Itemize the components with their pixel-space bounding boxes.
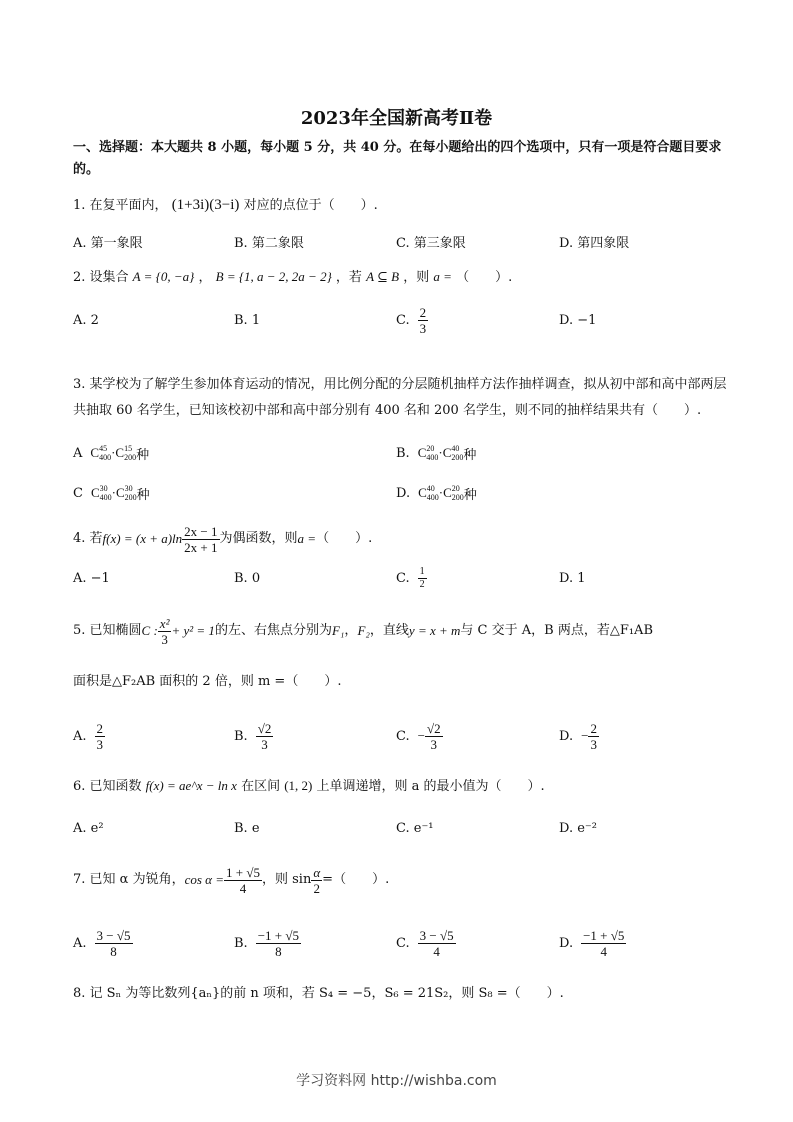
option-b: B. $\frac{-1 + √5}{8}$	[234, 927, 299, 959]
question-3: 3. 某学校为了解学生参加体育运动的情况，用比例分配的分层随机抽样方法作抽样调查，拟从初中部和高中部两层共抽取 60 名学生，已知该校初中部和高中部分别有 400 名和 200 名学生，则不同的抽样结果共有（ ）.	[73, 377, 727, 418]
question-2: 2. 设集合 A = {0, −a} ， B = {1, a − 2, 2a − 2} ，若 A ⊆ B ，则 a = （ ）.	[73, 269, 513, 285]
math-expression: (1+3i)(3−i)	[171, 197, 240, 213]
question-3-options-row1	[73, 438, 733, 468]
option-a: A. 2	[73, 312, 99, 328]
page-title: 2023年全国新高考Ⅱ卷	[300, 108, 493, 129]
option-d: D. − $\frac{2}{3}$	[559, 720, 597, 752]
question-1-options	[73, 226, 733, 256]
option-c: C C 30 400 ·C 30 200 种	[73, 484, 150, 503]
question-7: 7. 已知 α 为锐角， cos α = $\frac{1 + √5}{4}$ ，则 sin $\frac{\alpha}{2}$ =（ ）.	[73, 864, 390, 896]
option-d: D. e⁻²	[559, 820, 597, 836]
option-b: B. 第二象限	[234, 235, 304, 251]
option-c: C. $\frac{3 - √5}{4}$	[396, 927, 454, 959]
option-a: A. $\frac{2}{3}$	[73, 720, 104, 752]
question-7-options	[73, 922, 733, 964]
question-6-options	[73, 813, 733, 843]
question-5-options	[73, 717, 733, 755]
option-a: A C 45 400 ·C 15 200 种	[73, 444, 150, 463]
page-footer: 学习资料网 http://wishba.com	[296, 1073, 497, 1089]
question-2-options	[73, 303, 733, 337]
option-b: B. C 20 400 ·C 40 200 种	[396, 444, 477, 463]
option-b: B. 0	[234, 570, 261, 586]
question-4: 4. 若 f(x) = (x + a)ln $\frac{2x - 1}{2x + 1}$ 为偶函数，则 a = （ ）.	[73, 523, 373, 555]
question-1: 1. 在复平面内， (1+3i)(3−i) 对应的点位于（ ）.	[73, 197, 378, 213]
option-b: B. e	[234, 820, 260, 836]
option-d: D. $\frac{-1 + √5}{4}$	[559, 927, 625, 959]
option-a: A. 第一象限	[73, 235, 143, 251]
option-c: C. 第三象限	[396, 235, 466, 251]
option-d: D. C 40 400 ·C 20 200 种	[396, 484, 477, 503]
question-5-line2: 面积是△F₂AB 面积的 2 倍，则 m =（ ）.	[73, 674, 342, 689]
section-heading: 一、选择题：本大题共 8 小题，每小题 5 分，共 40 分。在每小题给出的四个选项中，只有一项是符合题目要求的。	[73, 140, 722, 177]
option-c: C. e⁻¹	[396, 820, 434, 836]
option-b: B. 1	[234, 312, 261, 328]
question-8: 8. 记 Sₙ 为等比数列{aₙ}的前 n 项和，若 S₄ = −5，S₆ = 21S₂，则 S₈ =（ ）.	[73, 986, 564, 1001]
option-c: C. − $\frac{√2}{3}$	[396, 720, 441, 752]
option-c: C. $\frac{2}{3}$	[396, 304, 427, 336]
option-c: C. $\frac{1}{2}$	[396, 565, 425, 590]
option-a: A. e²	[73, 820, 104, 836]
question-4-options	[73, 563, 733, 593]
option-a: A. −1	[73, 570, 110, 586]
question-3-options-row2	[73, 478, 733, 508]
question-5: 5. 已知椭圆 C : $\frac{\text{x²}}{3}$ + y² = 1 的左、右焦点分别为 F₁ ， F₂ ，直线 y = x + m 与 C 交于 A，B 两点，若△F₁AB	[73, 615, 653, 647]
option-a: A. $\frac{3 - √5}{8}$	[73, 927, 131, 959]
option-d: D. 第四象限	[559, 235, 630, 251]
option-d: D. −1	[559, 312, 597, 328]
question-6: 6. 已知函数 f(x) = ae^x − ln x 在区间 (1, 2) 上单调递增，则 a 的最小值为（ ）.	[73, 778, 545, 794]
option-d: D. 1	[559, 570, 586, 586]
option-b: B. $\frac{√2}{3}$	[234, 720, 272, 752]
